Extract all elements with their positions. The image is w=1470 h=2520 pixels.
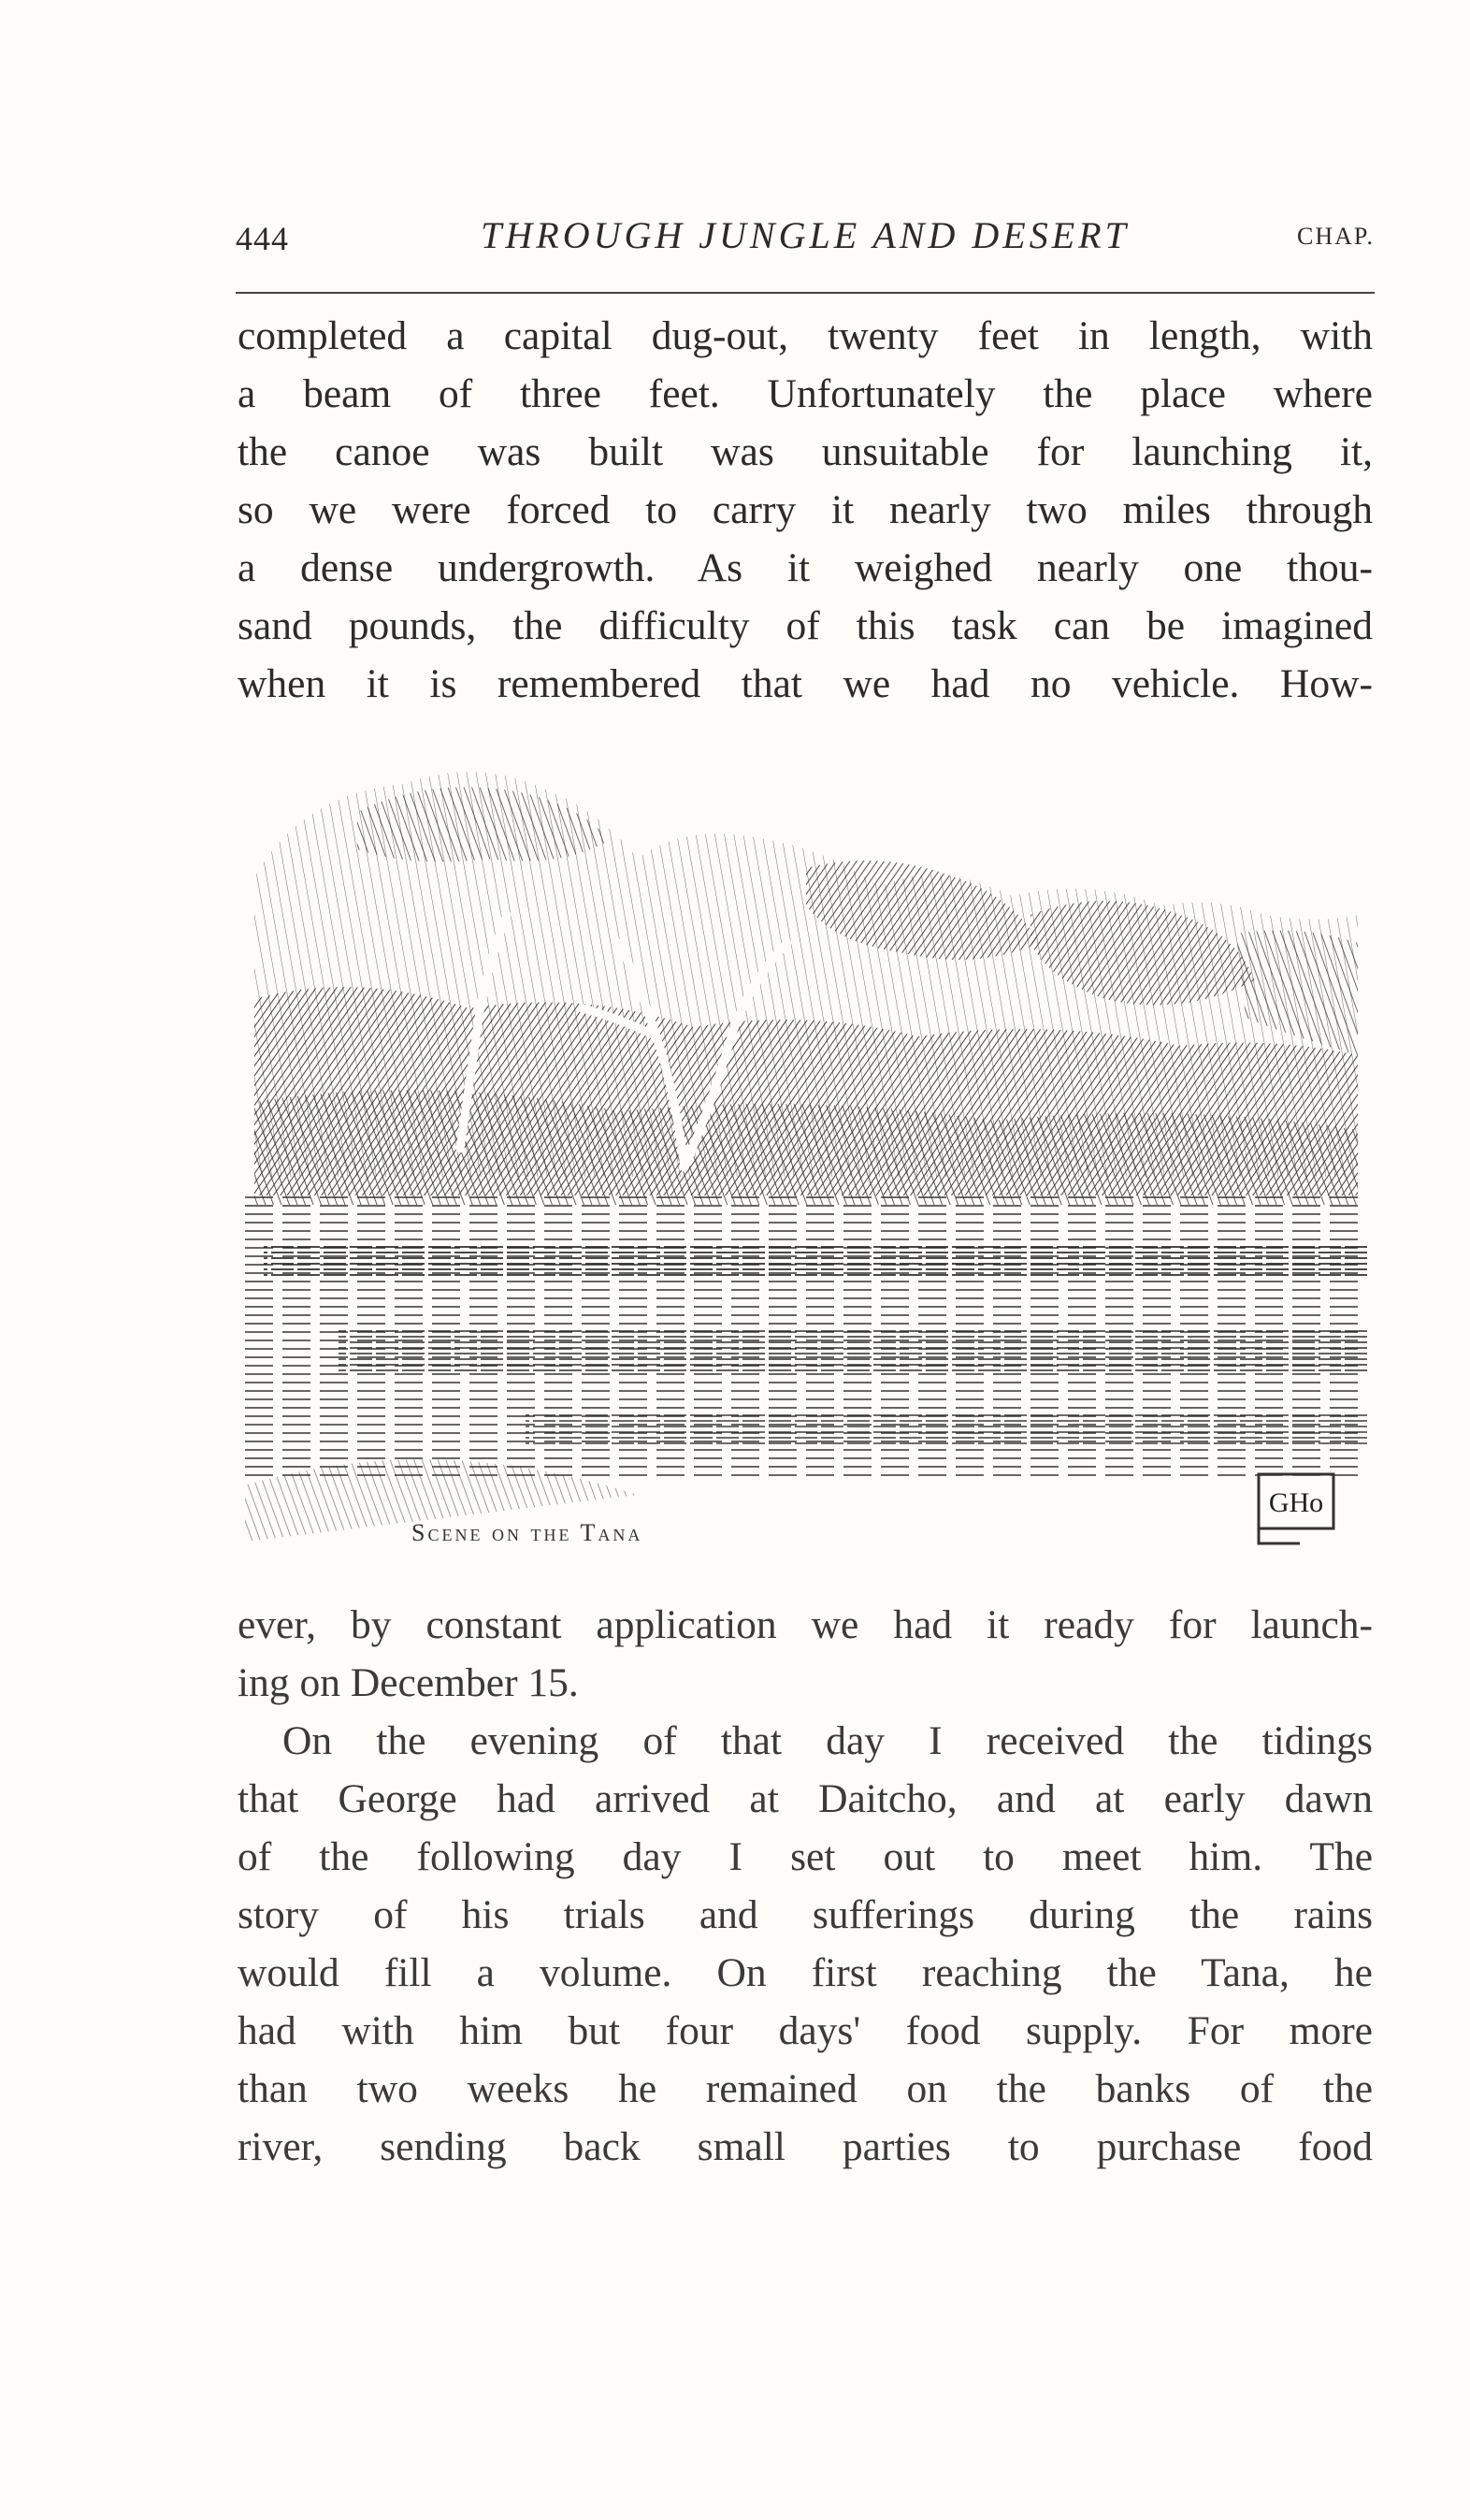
artist-monogram	[1255, 1470, 1341, 1549]
svg-text:GHo: GHo	[1268, 1487, 1324, 1518]
tree-canopy	[254, 772, 1358, 1205]
text-line: On the evening of that day I received the tidings	[282, 1718, 1373, 1763]
text-line: a dense undergrowth. As it weighed nearly one thou-	[238, 545, 1373, 590]
text-line: river, sending back small parties to purchase food	[238, 2124, 1373, 2169]
river-water	[245, 1195, 1367, 1542]
text-line: sand pounds, the difficulty of this task can be imagined	[238, 603, 1373, 648]
text-line: a beam of three feet. Unfortunately the place where	[238, 371, 1373, 416]
text-line: of the following day I set out to meet him. The	[238, 1834, 1373, 1879]
text-line: had with him but four days' food supply. For more	[238, 2008, 1373, 2053]
chapter-label: CHAP.	[1297, 223, 1375, 250]
text-line: completed a capital dug-out, twenty feet in length, with	[238, 313, 1373, 358]
text-line: would fill a volume. On first reaching the Tana, he	[238, 1950, 1373, 1995]
header-rule	[236, 292, 1375, 294]
running-head	[236, 213, 1375, 266]
engraving-figure	[245, 756, 1367, 1560]
text-line: ing on December 15.	[238, 1660, 579, 1705]
text-line: that George had arrived at Daitcho, and at early dawn	[238, 1776, 1373, 1821]
text-line: story of his trials and sufferings during the rains	[238, 1892, 1373, 1937]
figure-caption: Scene on the Tana	[411, 1519, 643, 1546]
text-line: when it is remembered that we had no vehicle. How-	[238, 661, 1373, 706]
text-line: ever, by constant application we had it ready for launch-	[238, 1602, 1373, 1647]
running-title: THROUGH JUNGLE AND DESERT	[481, 214, 1130, 256]
text-line: so we were forced to carry it nearly two miles through	[238, 487, 1373, 532]
river-scene-illustration	[245, 756, 1367, 1560]
text-line: than two weeks he remained on the banks of the	[238, 2066, 1373, 2111]
page-number: 444	[236, 220, 289, 257]
text-line: the canoe was built was unsuitable for launching it,	[238, 429, 1373, 474]
paragraph-bottom	[238, 1596, 1373, 2176]
paragraph-top	[238, 307, 1373, 713]
